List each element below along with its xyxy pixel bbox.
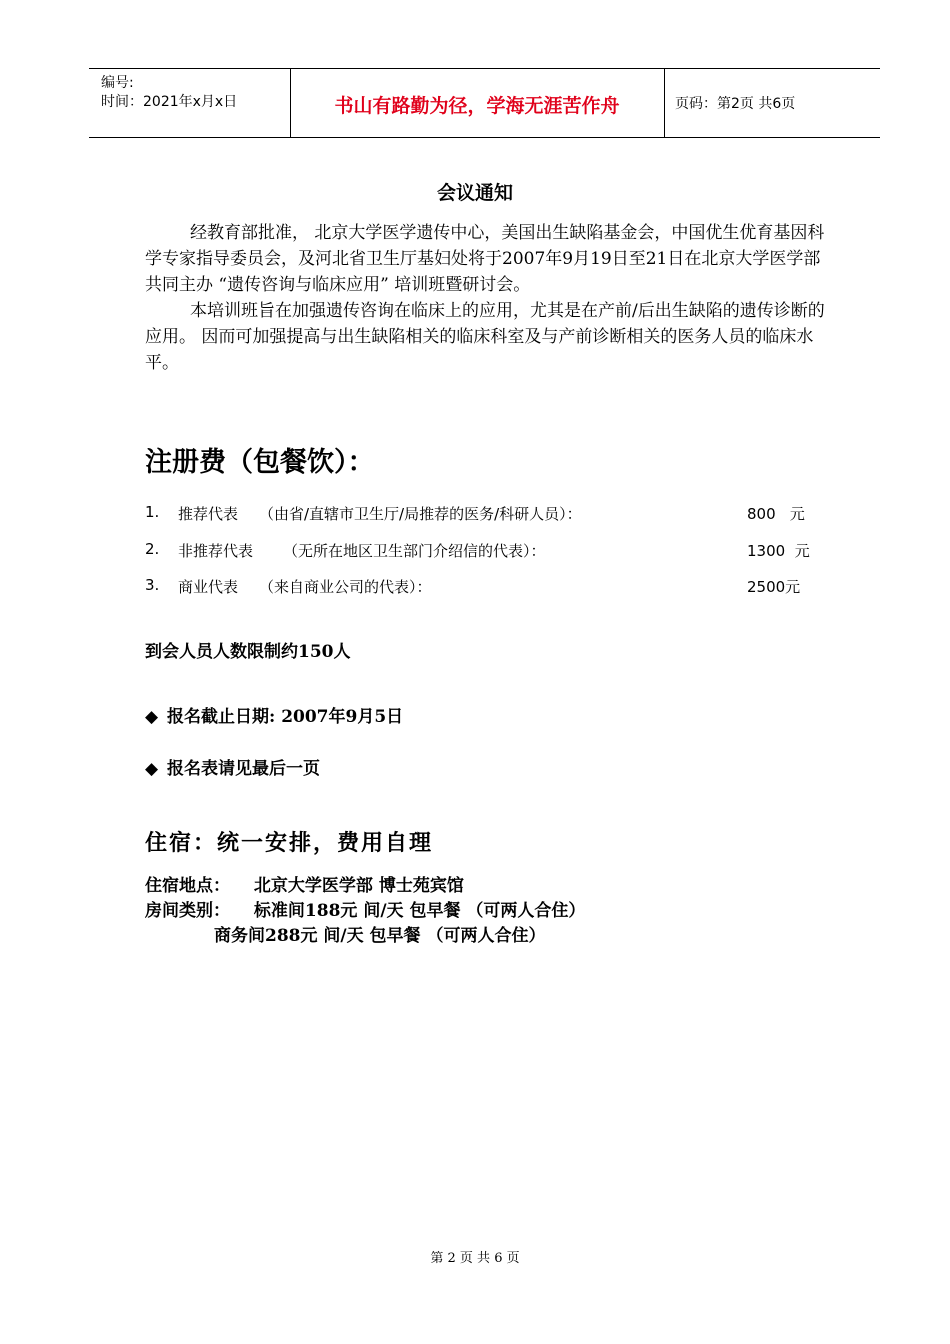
form-note-text: 报名表请见最后一页 [167,759,320,779]
fee-amount: 2500元 [747,578,801,596]
number-label: 编号: [101,75,134,91]
fee-note: （由省/直辖市卫生厅/局推荐的医务/科研人员）： [259,505,582,523]
lodging-location [145,871,464,896]
fee-number: 1. [145,503,160,521]
fee-amount: 1300 元 [747,542,810,560]
fee-row [145,503,825,525]
motto: 书山有路勤为径，学海无涯苦作舟 [334,95,620,117]
notice-body [145,220,835,376]
page-header [89,68,880,138]
attendance-limit: 到会人员人数限制约150人 [145,642,351,662]
diamond-bullet-icon: ◆ [145,707,159,727]
deadline-text: 报名截止日期: 2007年9月5日 [167,707,404,727]
room-standard: 标准间188元 间/天 包早餐 （可两人合住） [253,901,586,921]
header-divider [664,69,665,137]
header-page-info: 页码：第2页 共6页 [675,96,796,112]
lodging-heading: 住宿：统一安排，费用自理 [145,830,434,856]
fee-row [145,540,825,562]
fee-number: 3. [145,576,160,594]
fee-amount: 800 元 [747,505,805,523]
notice-paragraph: 本培训班旨在加强遗传咨询在临床上的应用，尤其是在产前/后出生缺陷的遗传诊断的应用。 因而可加强提高与出生缺陷相关的临床科室及与产前诊断相关的医务人员的临床水平。 [145,301,825,373]
fee-note: （无所在地区卫生部门介绍信的代表）： [283,542,546,560]
room-business: 商务间288元 间/天 包早餐 （可两人合住） [214,926,546,946]
time-label: 时间：2021年x月x日 [101,94,238,110]
fee-label: 推荐代表 [178,505,239,523]
lodging-room-type [145,896,585,921]
room-label: 房间类别： [145,901,230,921]
fee-label: 非推荐代表 [178,542,254,560]
diamond-bullet-icon: ◆ [145,759,159,779]
fee-number: 2. [145,540,160,558]
fee-row [145,576,825,598]
fee-heading: 注册费（包餐饮）： [145,447,375,478]
notice-paragraph: 经教育部批准， 北京大学医学遗传中心，美国出生缺陷基金会，中国优生优育基因科学专家指导委员会，及河北省卫生厅基妇处将于2007年9月19日至21日在北京大学医学部共同主办 “遗传咨询与临床应用” 培训班暨研讨会。 [145,223,825,295]
fee-note: （来自商业公司的代表）： [259,578,432,596]
notice-title: 会议通知 [436,182,513,204]
page-footer: 第 2 页 共 6 页 [430,1251,520,1266]
form-note-item [145,754,320,779]
fee-label: 商业代表 [178,578,239,596]
location-value: 北京大学医学部 博士苑宾馆 [253,876,464,896]
location-label: 住宿地点： [145,876,230,896]
deadline-item [145,702,403,727]
